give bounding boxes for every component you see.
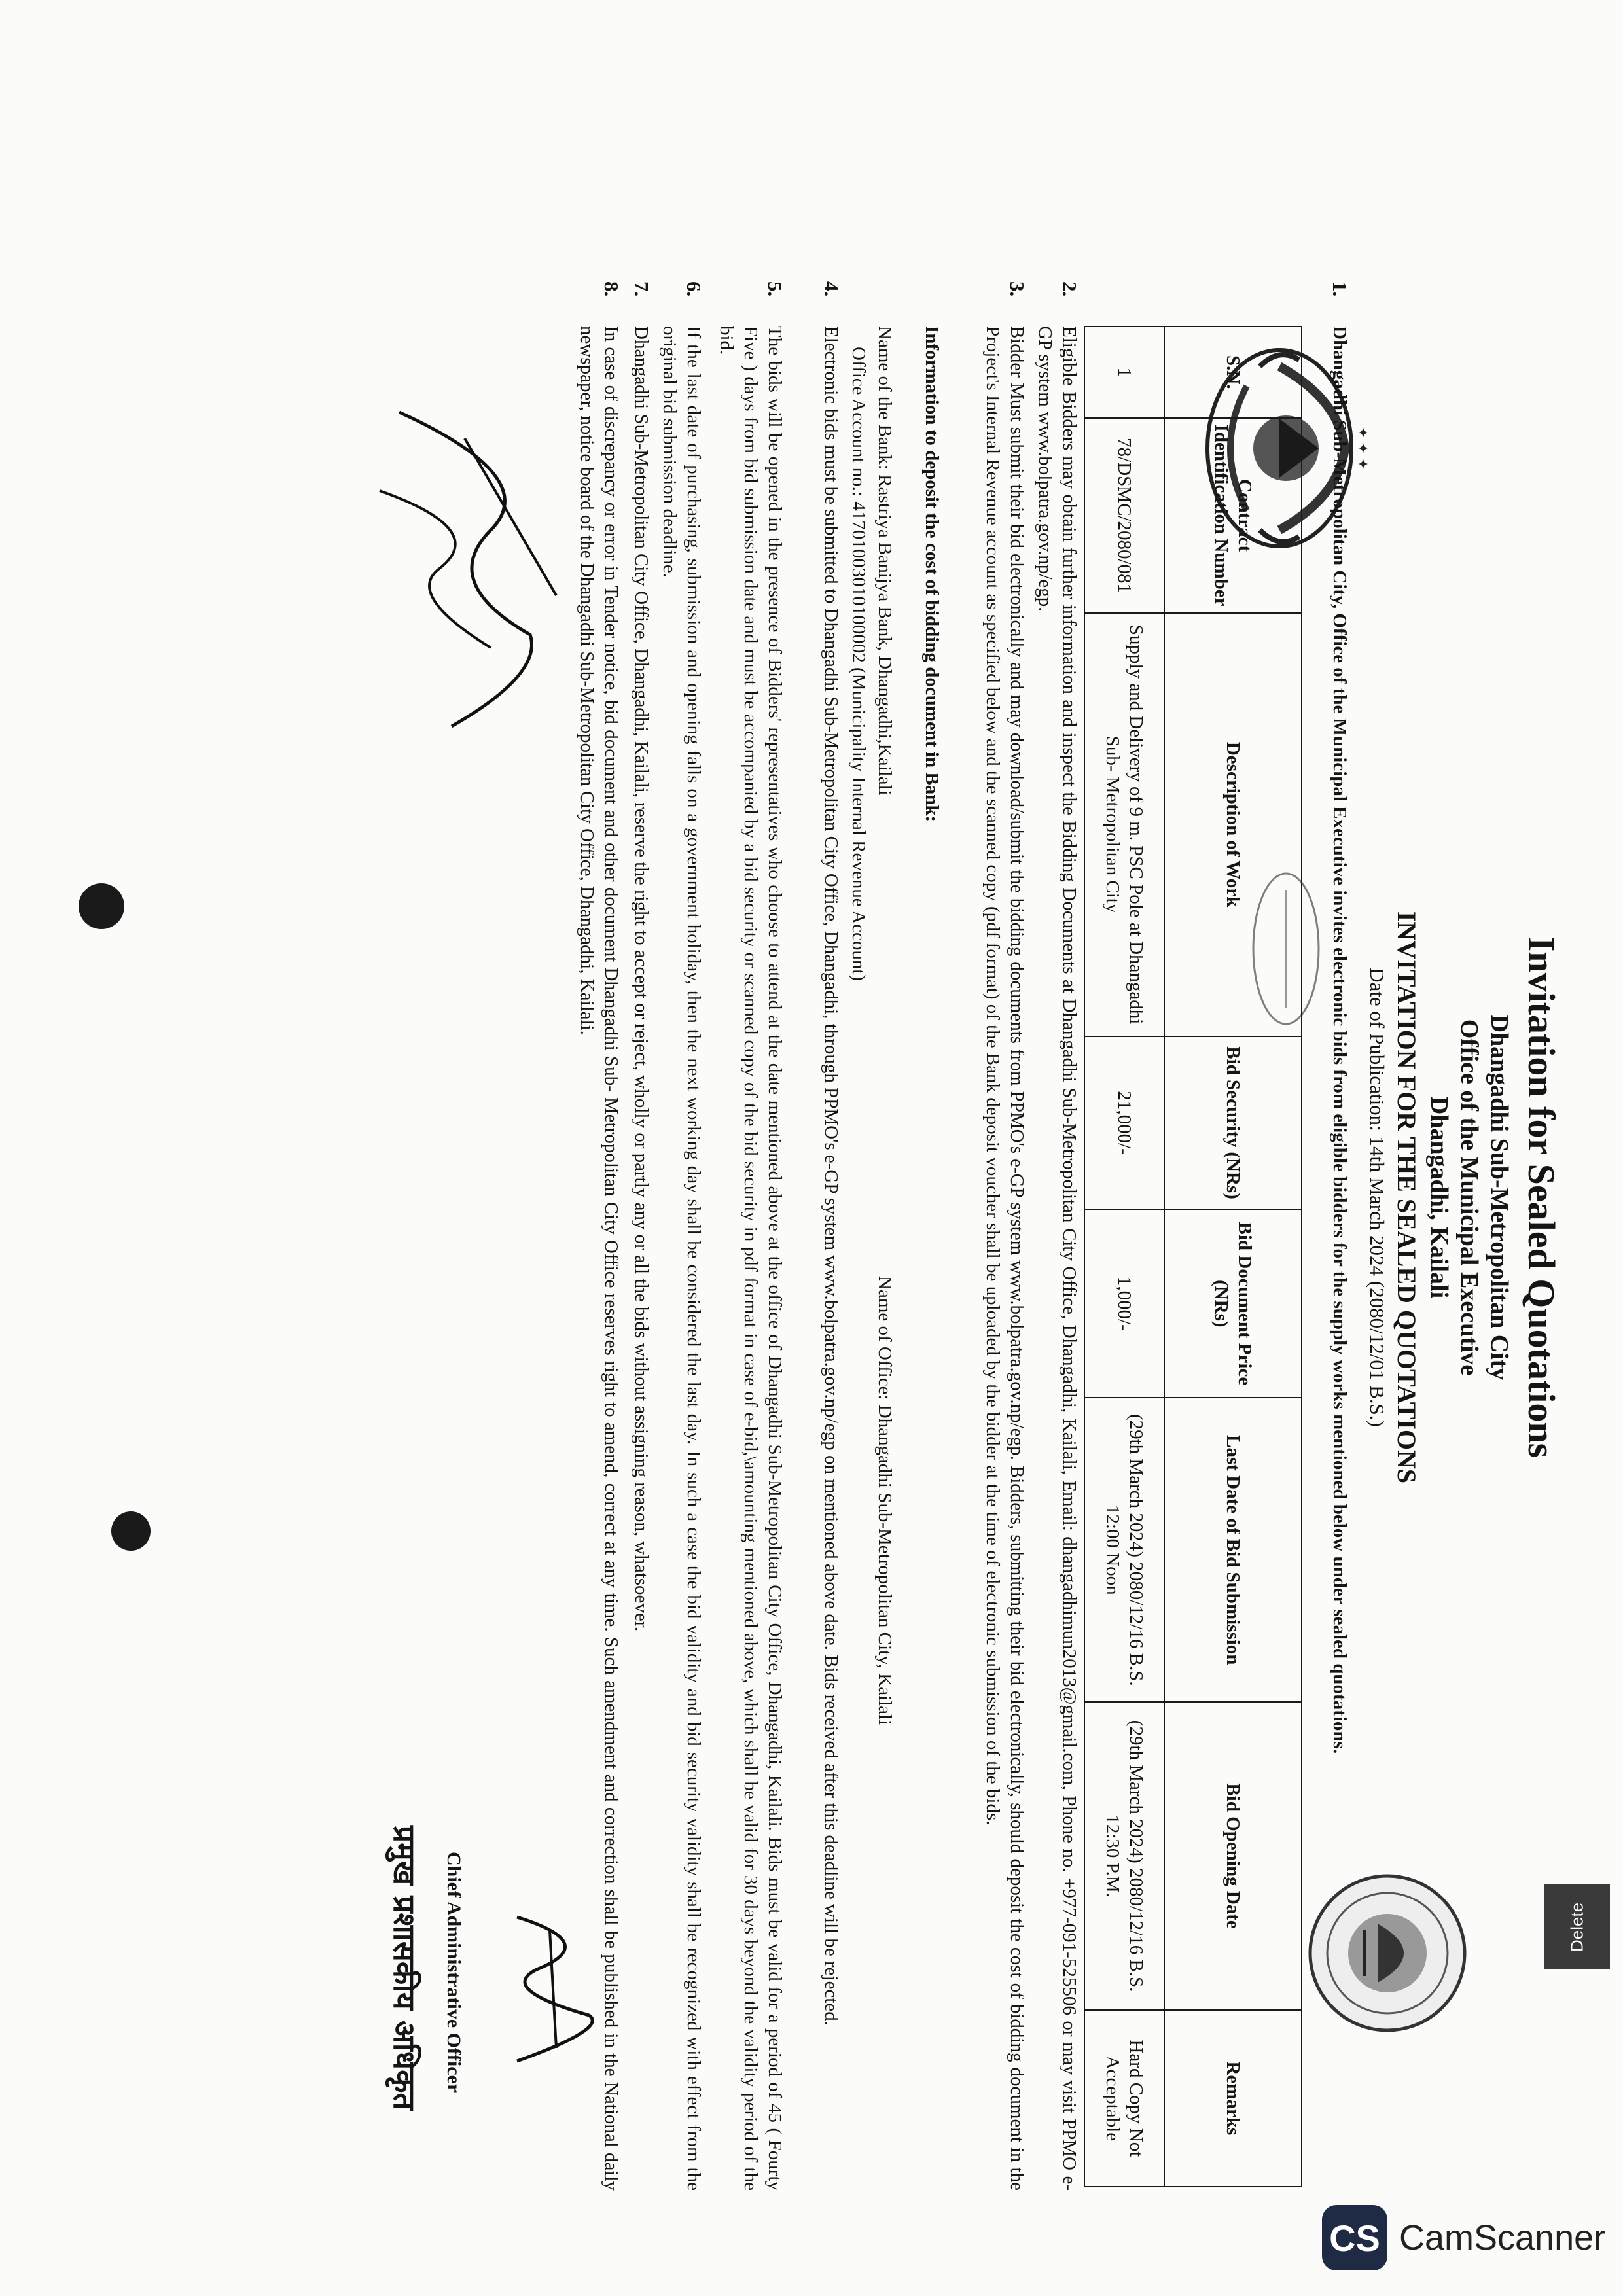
item-number: 5. (764, 281, 787, 297)
office-name-bank: Name of Office: Dhangadhi Sub-Metropolitan City, Kailali (874, 1276, 895, 1725)
delete-button[interactable]: Delete (1544, 1884, 1610, 1969)
item-7-text: Dhangadhi Sub-Metropolitan City Office, Dhangadhi, Kailali, reserve the right to accept or reject, wholly or partly any or all the bids without assigning reason, whatsoever. (631, 326, 652, 1632)
office-location: Dhangadhi, Kailali (1425, 1096, 1453, 1299)
table-cell: 78/DSMC/2080/081 (1084, 418, 1164, 613)
column-header: Bid Security (NRs) (1164, 1036, 1302, 1210)
item-1-text: Dhangadhi Sub-Metropolitan City, Office of the Municipal Executive invites electronic bids from eligible bidders for the supply works mentioned below under sealed quotations. (1329, 326, 1350, 1754)
table-cell: 21,000/- (1084, 1036, 1164, 1210)
office-name: Office of the Municipal Executive (1455, 1019, 1483, 1376)
item-3-text: Bidder Must submit their bid electronically and may download/submit the bidding documents from PPMO's e-GP system www.bolpatra.gov.np/egp. Bidders, submitting their bid electronically, should deposit the cost of bidding document in the Project's Internal Revenue account as specified below and the scanned copy (pdf format) of the Bank deposit voucher shall be uploaded by the bidder at the time of electronic submission of the bids. (982, 326, 1027, 2191)
item-4-text: Electronic bids must be submitted to Dhangadhi Sub-Metropolitan City Office, Dhangadhi, through PPMO's e-GP system www.bolpatra.gov.np/egp on mentioned above date. Bids received after this deadline will be rejected. (821, 326, 842, 2026)
svg-text:✦ ✦ ✦: ✦ ✦ ✦ (1355, 426, 1371, 470)
item-number: 1. (1329, 281, 1351, 297)
bank-info-heading: Information to deposit the cost of bidding document in Bank: (921, 326, 942, 822)
bid-details-table (1084, 326, 1302, 2187)
table-cell: Hard Copy Not Acceptable (1084, 2010, 1164, 2187)
camscanner-logo-icon: CS (1322, 2205, 1387, 2270)
table-cell: (29th March 2024) 2080/12/16 B.S. 12:00 Noon (1084, 1398, 1164, 1702)
hole-punch-mark (79, 883, 124, 929)
table-cell: Supply and Delivery of 9 m. PSC Pole at Dhangadhi Sub- Metropolitan City (1084, 613, 1164, 1036)
column-header: Remarks (1164, 2010, 1302, 2187)
column-header: S.N. (1164, 327, 1302, 418)
item-number: 8. (600, 281, 623, 297)
camscanner-name: CamScanner (1399, 2218, 1606, 2257)
item-number: 4. (820, 281, 843, 297)
column-header: Bid Opening Date (1164, 1702, 1302, 2009)
table-cell: (29th March 2024) 2080/12/16 B.S. 12:30 P.M. (1084, 1702, 1164, 2009)
camscanner-watermark (1322, 2199, 1605, 2277)
table-cell: 1,000/- (1084, 1210, 1164, 1398)
column-header: Description of Work (1164, 613, 1302, 1036)
item-5-text: The bids will be opened in the presence of Bidders' representatives who choose to attend at the date mentioned above at the office of Dhangadhi Sub-Metropolitan City Office, Dhangadhi, Kailali. Bids must be valid for a period of 45 ( Fourty Five ) days from bid submission date and must be accompanied by a bid security or scanned copy of the bid security in pdf format in case of e-bid,\amounting mentioned above, which shall be valid for 30 days beyond the validity period of the bid. (716, 326, 785, 2191)
column-header: Contract Identification Number (1164, 418, 1302, 613)
bank-name: Name of the Bank: Rastriya Banijya Bank, Dhangadhi,Kailali (874, 326, 895, 796)
organization-name: Dhangadhi Sub-Metropolitan City (1486, 1014, 1513, 1381)
item-number: 7. (630, 281, 653, 297)
item-8-text: In case of discrepancy or error in Tender notice, bid document and other document Dhangadhi Sub- Metropolitan City Office reserves right to amend, correct at any time. Such amendment and correction shall be published in the National daily newspaper, notice board of the Dhangadhi Sub-Metropolitan City Office, Dhangadhi, Kailali. (577, 326, 622, 2191)
item-6-text: If the last date of purchasing, submission and opening falls on a government holiday, then the next working day shall be considered the last day. In such a case the bid validity and bid security validity shall be recognized with effect from the original bid submission deadline. (659, 326, 704, 2191)
office-account: Office Account no.: 41701003010100002 (Municipality Internal Revenue Account) (848, 347, 869, 981)
item-number: 3. (1006, 281, 1029, 297)
table-header-row (1164, 327, 1302, 2187)
publication-date: Date of Publication: 14th March 2024 (2080/12/01 B.S.) (1366, 968, 1389, 1427)
notice-title: Invitation for Sealed Quotations (1520, 936, 1563, 1458)
hole-punch-mark (111, 1511, 151, 1551)
column-header: Bid Document Price (NRs) (1164, 1210, 1302, 1398)
item-number: 6. (683, 281, 705, 297)
table-cell: 1 (1084, 327, 1164, 418)
handwritten-signature (491, 1904, 615, 2074)
scanned-notice-page (229, 150, 1610, 2244)
item-number: 2. (1058, 281, 1081, 297)
signatory-stamp-nepali: प्रमुख प्रशासकीय अधिकृत (387, 1826, 422, 2110)
table-row (1084, 327, 1164, 2187)
signatory-title: Chief Administrative Officer (443, 1852, 465, 2093)
column-header: Last Date of Bid Submission (1164, 1398, 1302, 1702)
notice-heading: INVITATION FOR THE SEALED QUOTATIONS (1392, 911, 1421, 1484)
item-2-text: Eligible Bidders may obtain further information and inspect the Bidding Documents at Dhangadhi Sub-Metropolitan City Office, Dhangadhi, Kailali, Email: dhangadhimun2013@gmail.com, Phone no. +977-091-525506 or may visit PPMO e-GP system www.bolpatra.gov.np/egp. (1035, 326, 1080, 2191)
handwritten-signature (373, 399, 569, 739)
